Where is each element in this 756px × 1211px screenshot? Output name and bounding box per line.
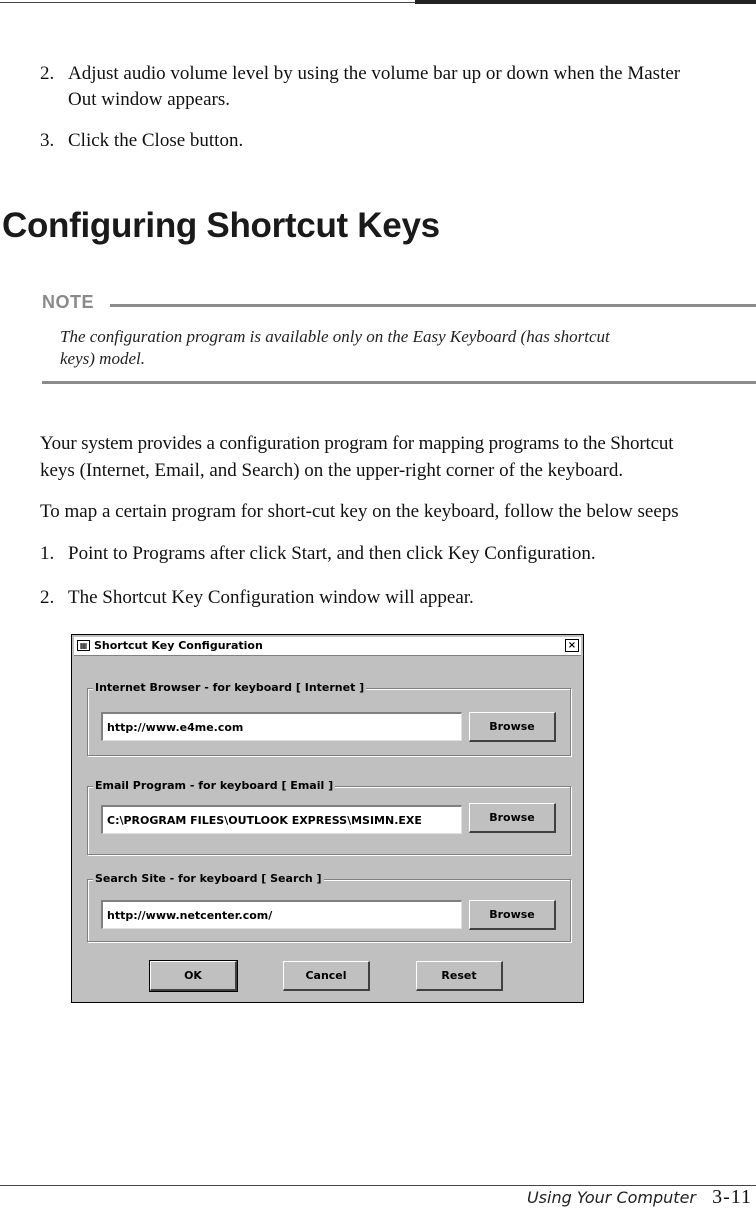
ok-button[interactable]: OK	[150, 961, 237, 991]
close-button[interactable]: ×	[565, 639, 579, 652]
step-text: Click the Close button.	[68, 130, 244, 151]
footer-rule	[0, 1185, 756, 1186]
step-text-line1: Adjust audio volume level by using the volume bar up or down when the Master	[68, 63, 681, 84]
internet-browse-button[interactable]: Browse	[469, 712, 556, 742]
cancel-button[interactable]: Cancel	[283, 961, 370, 991]
step-number: 1.	[40, 543, 55, 564]
page-number: 3-11	[712, 1186, 752, 1208]
reset-button[interactable]: Reset	[416, 961, 503, 991]
step-1-point-programs	[40, 541, 756, 567]
header-rule-thin	[0, 2, 415, 3]
email-program-input[interactable]	[101, 805, 462, 834]
step-number: 3.	[40, 130, 55, 151]
section-title: Configuring Shortcut Keys	[2, 206, 440, 245]
internet-browser-group	[87, 681, 571, 756]
intro-line1: Your system provides a configuration program for mapping programs to the Shortcut	[40, 433, 674, 454]
search-site-input[interactable]	[101, 900, 462, 929]
step-number: 2.	[40, 63, 55, 84]
step-text-line2: Out window appears.	[68, 89, 230, 110]
dialog-title: Shortcut Key Configuration	[94, 639, 263, 652]
email-program-label: Email Program - for keyboard [ Email ]	[95, 779, 334, 792]
search-site-label: Search Site - for keyboard [ Search ]	[95, 872, 322, 885]
footer-section-title: Using Your Computer	[526, 1188, 696, 1207]
step-3-close	[40, 128, 756, 154]
note-label: NOTE	[42, 292, 95, 312]
internet-browser-input[interactable]	[101, 712, 462, 741]
step-text: Point to Programs after click Start, and then click Key Configuration.	[68, 543, 596, 564]
note-text-line2: keys) model.	[60, 349, 145, 368]
step-number: 2.	[40, 587, 55, 608]
search-site-group	[87, 872, 571, 942]
internet-browser-label: Internet Browser - for keyboard [ Internet ]	[95, 681, 365, 694]
keyboard-icon: ▦	[77, 640, 90, 651]
step-2-adjust-volume	[40, 61, 756, 113]
intro-paragraph	[40, 430, 756, 484]
note-text	[60, 326, 750, 370]
search-browse-button[interactable]: Browse	[469, 900, 556, 930]
shortcut-key-configuration-dialog	[71, 634, 584, 1003]
note-rule-top	[110, 304, 756, 307]
email-browse-button[interactable]: Browse	[469, 803, 556, 833]
instruction-paragraph: To map a certain program for short-cut key on the keyboard, follow the below seeps	[40, 501, 679, 522]
step-2-window-appears	[40, 585, 756, 611]
dialog-titlebar[interactable]	[74, 637, 581, 656]
note-text-line1: The configuration program is available only on the Easy Keyboard (has shortcut	[60, 327, 610, 346]
step-text: The Shortcut Key Configuration window will appear.	[68, 587, 474, 608]
email-program-group	[87, 779, 571, 855]
intro-line2: keys (Internet, Email, and Search) on the upper-right corner of the keyboard.	[40, 460, 624, 481]
header-rule-thick	[415, 0, 756, 4]
note-rule-bottom	[42, 381, 756, 384]
